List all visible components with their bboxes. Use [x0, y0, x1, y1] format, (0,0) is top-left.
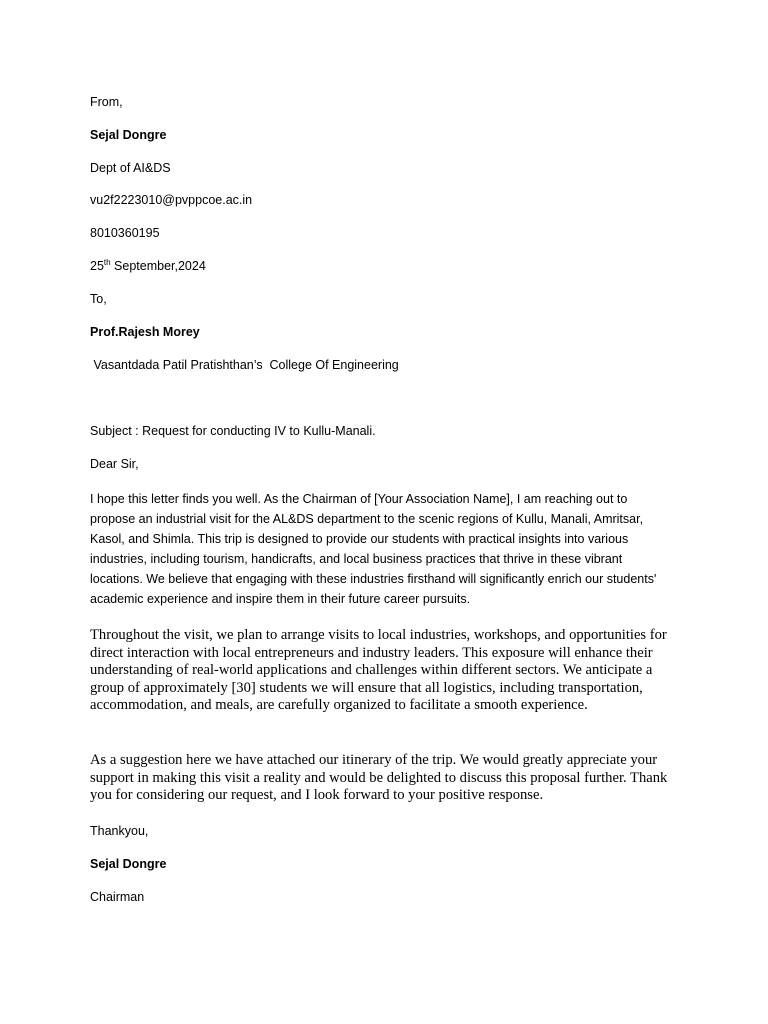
- sign-off: Thankyou,: [90, 824, 149, 838]
- sender-email: vu2f2223010@pvppcoe.ac.in: [90, 193, 253, 207]
- recipient-institution: Vasantdada Patil Pratishthan’s College Of Engineering: [90, 358, 399, 372]
- body-paragraph-2: Throughout the visit, we plan to arrange visits to local industries, workshops, and opportunities for direct interaction with local entrepreneurs and industry leaders. This exposure will enhance their understanding of real-world applications and challenges within different sectors. We anticipate a group of approximately [30] students we will ensure that all logistics, including transportation, accommodation, and meals, are carefully organized to facilitate a smooth experience.: [90, 627, 667, 714]
- closing-title: Chairman: [90, 890, 145, 904]
- sender-department: Dept of AI&DS: [90, 161, 171, 175]
- sender-name: Sejal Dongre: [90, 128, 167, 142]
- from-label: From,: [90, 95, 123, 109]
- date-day: 25: [90, 259, 104, 273]
- closing-name: Sejal Dongre: [90, 857, 167, 871]
- body-paragraph-1: I hope this letter finds you well. As the Chairman of [Your Association Name], I am reaching out to propose an industrial visit for the AL&DS department to the scenic regions of Kullu, Manali, Amritsar, Kasol, and Shimla. This trip is designed to provide our students with practical insights into various industries, including tourism, handicrafts, and local business practices that thrive in these vibrant locations. We believe that engaging with these industries firsthand will significantly enrich our students' academic experience and inspire them in their future career pursuits.: [90, 492, 657, 606]
- date-month-year: September,2024: [110, 259, 206, 273]
- to-label: To,: [90, 292, 107, 306]
- letter-date: [90, 258, 206, 274]
- recipient-name: Prof.Rajesh Morey: [90, 325, 200, 339]
- subject-line: Subject : Request for conducting IV to Kullu-Manali.: [90, 424, 376, 438]
- salutation: Dear Sir,: [90, 457, 139, 471]
- body-paragraph-3: As a suggestion here we have attached our itinerary of the trip. We would greatly appreciate your support in making this visit a reality and would be delighted to discuss this proposal further. Thank you for considering our request, and I look forward to your positive response.: [90, 752, 668, 804]
- sender-phone: 8010360195: [90, 226, 160, 240]
- date-suffix: th: [103, 258, 111, 267]
